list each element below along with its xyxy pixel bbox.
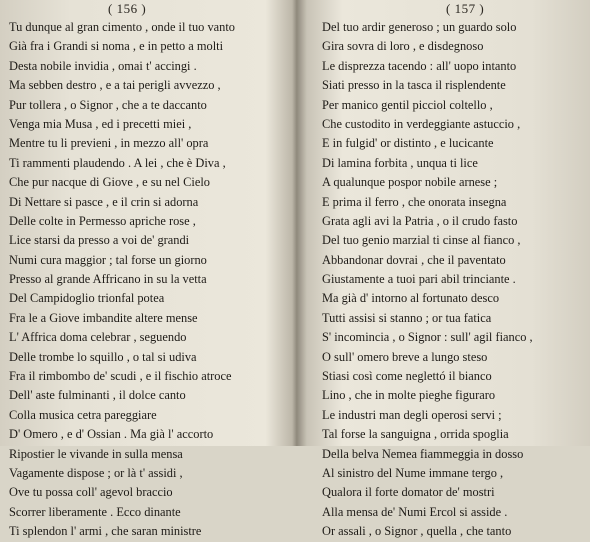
- verse-line: Alla mensa de' Numi Ercol si asside .: [322, 504, 508, 519]
- verse-line: Grata agli avi la Patria , o il crudo fasto: [322, 213, 518, 228]
- right-page: [298, 0, 590, 539]
- verse-line: Ove tu possa coll' agevol braccio: [9, 485, 173, 500]
- verse-line: D' Omero , e d' Ossian . Ma già l' accorto: [9, 427, 214, 442]
- left-page: [0, 0, 294, 539]
- verse-line: Che pur nacque di Giove , e su nel Cielo: [9, 175, 210, 190]
- verse-line: O sull' omero breve a lungo steso: [322, 349, 488, 364]
- verse-line: E prima il ferro , che onorata insegna: [322, 194, 507, 209]
- verse-line: Stiasi così come neglettó il bianco: [322, 369, 492, 384]
- verse-line: Già fra i Grandi si noma , e in petto a molti: [9, 39, 224, 54]
- left-page-text: [0, 18, 294, 542]
- verse-line: Le disprezza tacendo : all' uopo intanto: [322, 58, 517, 73]
- verse-line: Scorrer liberamente . Ecco dinante: [9, 504, 181, 519]
- verse-line: Delle trombe lo squillo , o tal si udiva: [9, 349, 197, 364]
- verse-line: Lino , che in molte pieghe figuraro: [322, 388, 496, 403]
- verse-line: Mentre tu li previeni , in mezzo all' opra: [9, 136, 209, 151]
- verse-line: Presso al grande Affricano in su la vetta: [9, 272, 207, 287]
- verse-line: S' incomincia , o Signor : sull' agil fianco ,: [322, 330, 533, 345]
- verse-line: Dell' aste fulminanti , il dolce canto: [9, 388, 186, 403]
- verse-line: Or assali , o Signor , quella , che tanto: [322, 524, 512, 539]
- verse-line: Di Nettare si pasce , e il crin si adorna: [9, 194, 199, 209]
- verse-line: Di lamina forbita , unqua ti lice: [322, 155, 478, 170]
- verse-line: Numi cura maggior ; tal forse un giorno: [9, 252, 207, 267]
- verse-line: Ma sebben destro , e a tai perigli avvezzo ,: [9, 78, 221, 93]
- verse-line: A qualunque pospor nobile arnese ;: [322, 175, 498, 190]
- verse-line: Ripostier le vivande in sulla mensa: [9, 446, 183, 461]
- verse-line: Tu dunque al gran cimento , onde il tuo vanto: [9, 20, 235, 34]
- verse-line: Tutti assisi si stanno ; or tua fatica: [322, 310, 492, 325]
- verse-line: Giustamente a tuoi pari abil trinciante .: [322, 272, 516, 287]
- verse-line: Venga mia Musa , ed i precetti miei ,: [9, 116, 192, 131]
- verse-line: Abbandonar dovrai , che il paventato: [322, 252, 506, 267]
- verse-line: Pur tollera , o Signor , che a te daccanto: [9, 97, 207, 112]
- verse-line: Del tuo genio marzial ti cinse al fianco ,: [322, 233, 521, 248]
- verse-line: Che custodito in verdeggiante astuccio ,: [322, 116, 521, 131]
- verse-line: Della belva Nemea fiammeggia in dosso: [322, 446, 524, 461]
- verse-line: Delle colte in Permesso apriche rose ,: [9, 213, 196, 228]
- right-page-text: [298, 18, 590, 542]
- page-number-157: ( 157 ): [446, 1, 485, 16]
- verse-line: Fra il rimbombo de' scudi , e il fischio atroce: [9, 369, 232, 384]
- page-number-156: ( 156 ): [108, 1, 147, 16]
- verse-line: Ti splendon l' armi , che saran ministre: [9, 524, 202, 539]
- verse-line: Vagamente dispose ; or là t' assidi ,: [9, 465, 183, 480]
- verse-line: Desta nobile invidia , omai t' accingi .: [9, 58, 197, 73]
- verse-line: Del Campidoglio trionfal potea: [9, 291, 165, 306]
- verse-line: Colla musica cetra pareggiare: [9, 407, 157, 422]
- verse-line: Fra le a Giove imbandite altere mense: [9, 310, 198, 325]
- verse-line: Gira sovra di loro , e disdegnoso: [322, 39, 484, 54]
- verse-line: Tal forse la sanguigna , orrida spoglia: [322, 427, 509, 442]
- verse-line: Del tuo ardir generoso ; un guardo solo: [322, 20, 517, 34]
- verse-line: Al sinistro del Nume immane tergo ,: [322, 465, 504, 480]
- verse-line: L' Affrica doma celebrar , seguendo: [9, 330, 187, 345]
- verse-line: E in fulgid' or distinto , e lucicante: [322, 136, 494, 151]
- verse-line: Ma già d' intorno al fortunato desco: [322, 291, 500, 306]
- verse-line: Qualora il forte domator de' mostri: [322, 485, 495, 500]
- verse-line: Lice starsi da presso a voi de' grandi: [9, 233, 190, 248]
- verse-line: Siati presso in la tasca il risplendente: [322, 78, 506, 93]
- verse-line: Le industri man degli operosi servi ;: [322, 407, 502, 422]
- verse-line: Per manico gentil picciol coltello ,: [322, 97, 493, 112]
- verse-line: Ti rammenti plaudendo . A lei , che è Diva ,: [9, 155, 226, 170]
